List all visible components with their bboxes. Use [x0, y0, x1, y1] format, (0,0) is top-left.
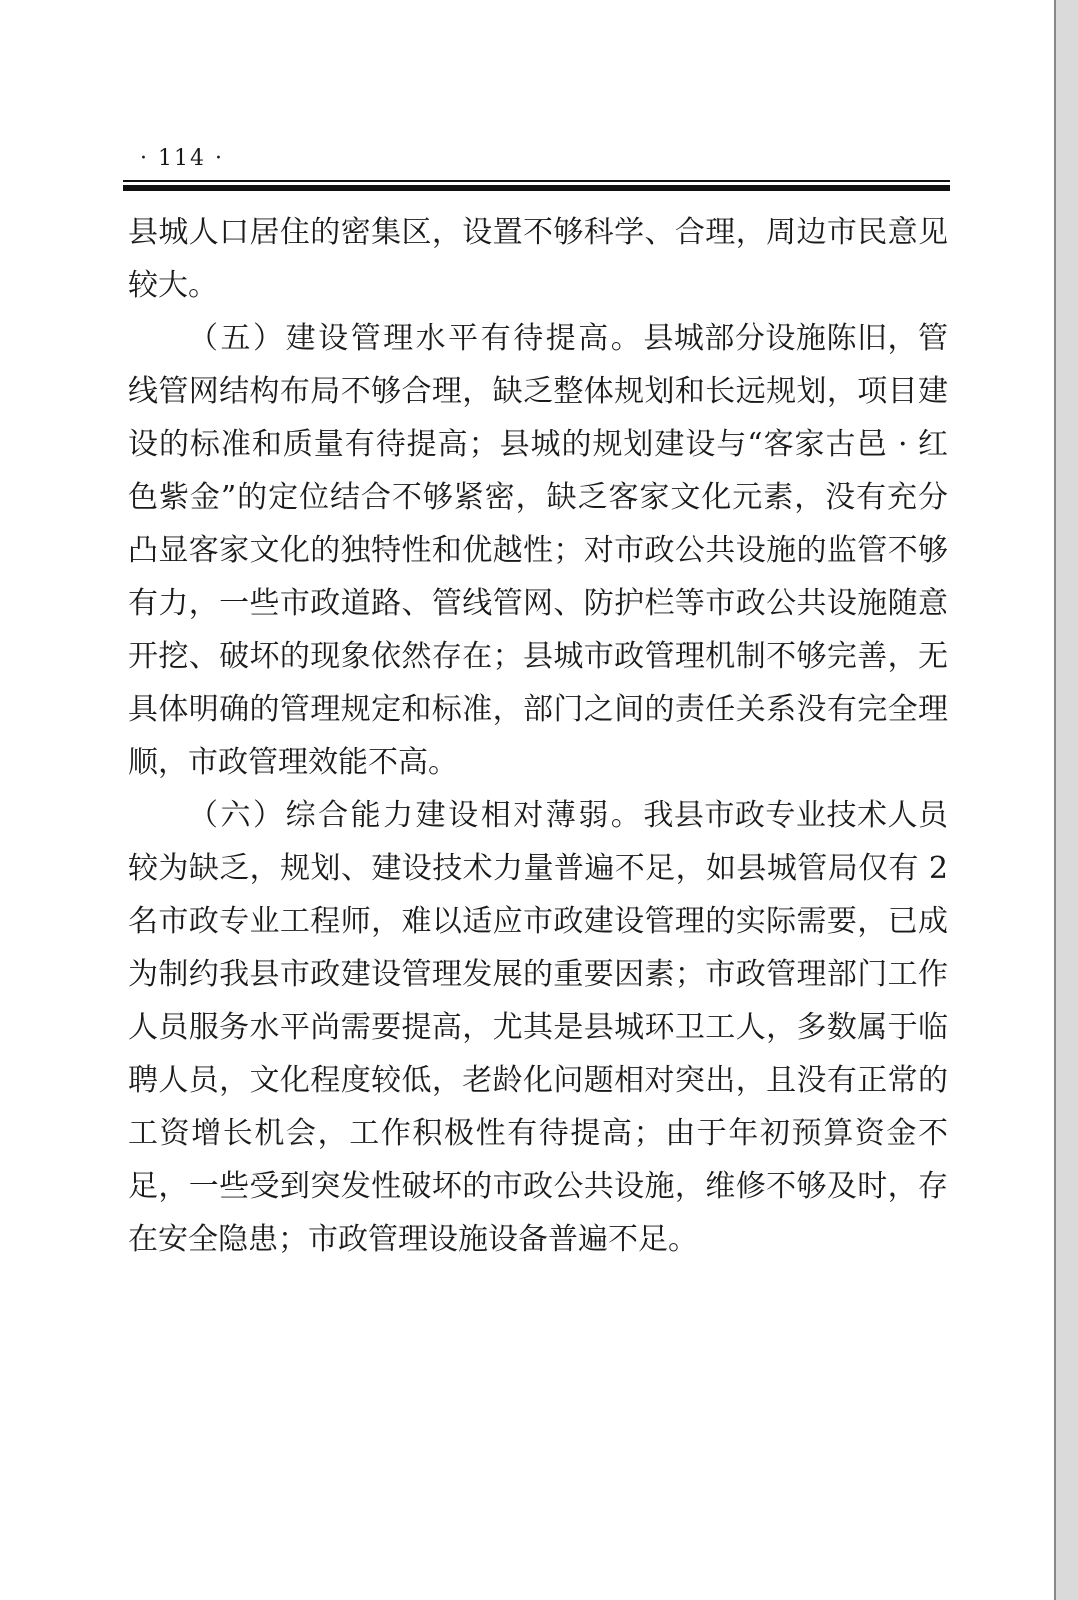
paragraph-body: 县城部分设施陈旧，管线管网结构布局不够合理，缺乏整体规划和长远规划，项目建设的标准和质量有待提高；县城的规划建设与“客家古邑 · 红色紫金”的定位结合不够紧密，缺乏客家文化元素，没有充分凸显客家文化的独特性和优越性；对市政公共设施的监管不够有力，一些市政道路、管线管网、防护栏等市政公共设施随意开挖、破坏的现象依然存在；县城市政管理机制不够完善，无具体明确的管理规定和标准，部门之间的责任关系没有完全理顺，市政管理效能不高。 [128, 321, 949, 780]
paragraph-section-six [128, 789, 948, 1266]
paragraph-body: 我县市政专业技术人员较为缺乏，规划、建设技术力量普遍不足，如县城管局仅有 2 名市政专业工程师，难以适应市政建设管理的实际需要，已成为制约我县市政建设管理发展的重要因素；市政管理部门工作人员服务水平尚需要提高，尤其是县城环卫工人，多数属于临聘人员，文化程度较低，老龄化问题相对突出，且没有正常的工资增长机会，工作积极性有待提高；由于年初预算资金不足，一些受到突发性破坏的市政公共设施，维修不够及时，存在安全隐患；市政管理设施设备普遍不足。 [128, 798, 949, 1257]
page-number: · 114 · [140, 146, 224, 171]
paragraph-continuation [128, 206, 948, 312]
section-heading: （五）建设管理水平有待提高。 [188, 321, 644, 356]
section-heading: （六）综合能力建设相对薄弱。 [188, 798, 644, 833]
paragraph-body: 县城人口居住的密集区，设置不够科学、合理，周边市民意见较大。 [128, 215, 948, 303]
body-text [128, 206, 948, 1266]
paragraph-section-five [128, 312, 948, 789]
page-edge [1054, 0, 1078, 1600]
header-rule-thin [123, 180, 950, 182]
header-rule-thick [123, 185, 950, 191]
